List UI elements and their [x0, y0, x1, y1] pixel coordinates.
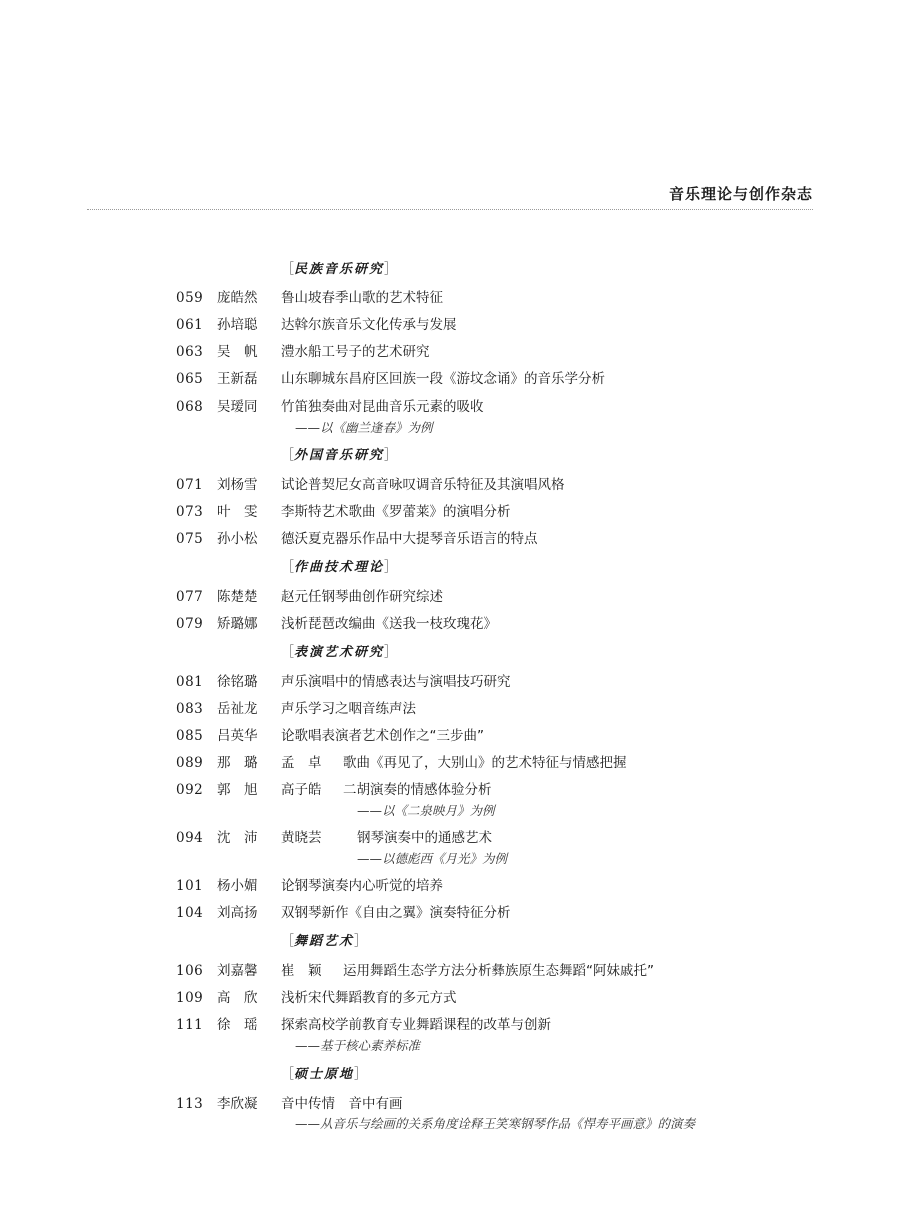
page-number: 059 — [176, 290, 204, 306]
article-title: 浅析琵琶改编曲《送我一枝玫瑰花》 — [281, 616, 497, 632]
article-subtitle: ——从音乐与绘画的关系角度诠释王笑寒钢琴作品《悍寿平画意》的演奏 — [295, 1116, 696, 1131]
toc-entry — [0, 396, 900, 418]
author: 沈 沛 — [217, 830, 258, 846]
section-heading-masters-field: ［硕士原地］ — [281, 1067, 368, 1082]
author: 徐铭璐 — [217, 674, 258, 690]
page-number: 073 — [176, 504, 204, 520]
page-number: 085 — [176, 728, 204, 744]
coauthor: 黄晓芸 — [281, 830, 322, 846]
toc-entry — [0, 314, 900, 336]
page-number: 092 — [176, 782, 204, 798]
article-title: 运用舞蹈生态学方法分析彝族原生态舞蹈“阿妹戚托” — [343, 963, 654, 979]
author: 吴瑷同 — [217, 399, 258, 415]
page-number: 061 — [176, 317, 204, 333]
page-number: 083 — [176, 701, 204, 717]
author: 郭 旭 — [217, 782, 258, 798]
page-number: 068 — [176, 399, 204, 415]
toc-entry — [0, 987, 900, 1009]
author: 叶 雯 — [217, 504, 258, 520]
article-title: 声乐学习之咽音练声法 — [281, 701, 416, 717]
page-number: 079 — [176, 616, 204, 632]
article-title: 达斡尔族音乐文化传承与发展 — [281, 317, 457, 333]
toc-entry — [0, 1093, 900, 1115]
author: 矫璐娜 — [217, 616, 258, 632]
toc-entry — [0, 528, 900, 550]
toc-entry — [0, 960, 900, 982]
page-number: 111 — [176, 1017, 204, 1033]
article-title: 论歌唱表演者艺术创作之“三步曲” — [281, 728, 484, 744]
article-title: 浅析宋代舞蹈教育的多元方式 — [281, 990, 457, 1006]
article-title: 探索高校学前教育专业舞蹈课程的改革与创新 — [281, 1017, 551, 1033]
article-title: 竹笛独奏曲对昆曲音乐元素的吸收 — [281, 399, 484, 415]
article-title: 德沃夏克器乐作品中大提琴音乐语言的特点 — [281, 531, 538, 547]
author: 刘嘉馨 — [217, 963, 258, 979]
toc-entry — [0, 671, 900, 693]
toc-entry — [0, 875, 900, 897]
author: 刘高扬 — [217, 905, 258, 921]
coauthor: 崔 颖 — [281, 963, 322, 979]
page-number: 094 — [176, 830, 204, 846]
page-number: 104 — [176, 905, 204, 921]
article-title: 钢琴演奏中的通感艺术 — [357, 830, 492, 846]
article-title: 澧水船工号子的艺术研究 — [281, 344, 430, 360]
article-title: 赵元任钢琴曲创作研究综述 — [281, 589, 443, 605]
author: 孙培聪 — [217, 317, 258, 333]
author: 那 璐 — [217, 755, 258, 771]
author: 刘杨雪 — [217, 477, 258, 493]
toc-entry — [0, 501, 900, 523]
article-title: 声乐演唱中的情感表达与演唱技巧研究 — [281, 674, 511, 690]
article-title: 二胡演奏的情感体验分析 — [343, 782, 492, 798]
toc-entry — [0, 1014, 900, 1036]
article-title: 双钢琴新作《自由之翼》演奏特征分析 — [281, 905, 511, 921]
page-number: 109 — [176, 990, 204, 1006]
page-number: 065 — [176, 371, 204, 387]
author: 孙小松 — [217, 531, 258, 547]
coauthor: 孟 卓 — [281, 755, 322, 771]
author: 庞皓然 — [217, 290, 258, 306]
article-subtitle: ——以《幽兰逢春》为例 — [295, 420, 433, 435]
author: 岳祉龙 — [217, 701, 258, 717]
author: 李欣凝 — [217, 1096, 258, 1112]
toc-entry — [0, 474, 900, 496]
page-number: 089 — [176, 755, 204, 771]
toc-entry — [0, 752, 900, 774]
author: 杨小媚 — [217, 878, 258, 894]
page-number: 077 — [176, 589, 204, 605]
author: 王新磊 — [217, 371, 258, 387]
toc-entry — [0, 779, 900, 801]
section-heading-ethnic-music: ［民族音乐研究］ — [281, 262, 398, 277]
author: 吕英华 — [217, 728, 258, 744]
article-subtitle: ——以《二泉映月》为例 — [357, 803, 495, 818]
page-number: 071 — [176, 477, 204, 493]
article-title: 鲁山坡春季山歌的艺术特征 — [281, 290, 443, 306]
toc-entry — [0, 368, 900, 390]
toc-entry — [0, 586, 900, 608]
section-heading-dance-arts: ［舞蹈艺术］ — [281, 934, 368, 949]
page-number: 081 — [176, 674, 204, 690]
header-dotted-rule — [87, 209, 813, 210]
author: 吴 帆 — [217, 344, 258, 360]
toc-entry — [0, 902, 900, 924]
article-title: 李斯特艺术歌曲《罗蕾莱》的演唱分析 — [281, 504, 511, 520]
toc-entry — [0, 827, 900, 849]
journal-title: 音乐理论与创作杂志 — [668, 185, 813, 203]
article-title: 歌曲《再见了，大别山》的艺术特征与情感把握 — [343, 755, 627, 771]
toc-entry — [0, 613, 900, 635]
toc-entry — [0, 725, 900, 747]
article-subtitle: ——基于核心素养标准 — [295, 1038, 421, 1053]
page-number: 075 — [176, 531, 204, 547]
page-number: 063 — [176, 344, 204, 360]
article-title: 山东聊城东昌府区回族一段《游坟念诵》的音乐学分析 — [281, 371, 605, 387]
toc-entry — [0, 341, 900, 363]
section-heading-foreign-music: ［外国音乐研究］ — [281, 448, 398, 463]
author: 高 欣 — [217, 990, 258, 1006]
article-title: 音中传情 音中有画 — [281, 1096, 403, 1112]
article-title: 试论普契尼女高音咏叹调音乐特征及其演唱风格 — [281, 477, 565, 493]
coauthor: 高子皓 — [281, 782, 322, 798]
toc-entry — [0, 698, 900, 720]
article-subtitle: ——以德彪西《月光》为例 — [357, 851, 508, 866]
section-heading-performance-arts: ［表演艺术研究］ — [281, 645, 398, 660]
toc-entry — [0, 287, 900, 309]
article-title: 论钢琴演奏内心听觉的培养 — [281, 878, 443, 894]
page-number: 106 — [176, 963, 204, 979]
page-number: 101 — [176, 878, 204, 894]
author: 徐 瑶 — [217, 1017, 258, 1033]
author: 陈楚楚 — [217, 589, 258, 605]
section-heading-composition-theory: ［作曲技术理论］ — [281, 560, 398, 575]
page-number: 113 — [176, 1096, 204, 1112]
